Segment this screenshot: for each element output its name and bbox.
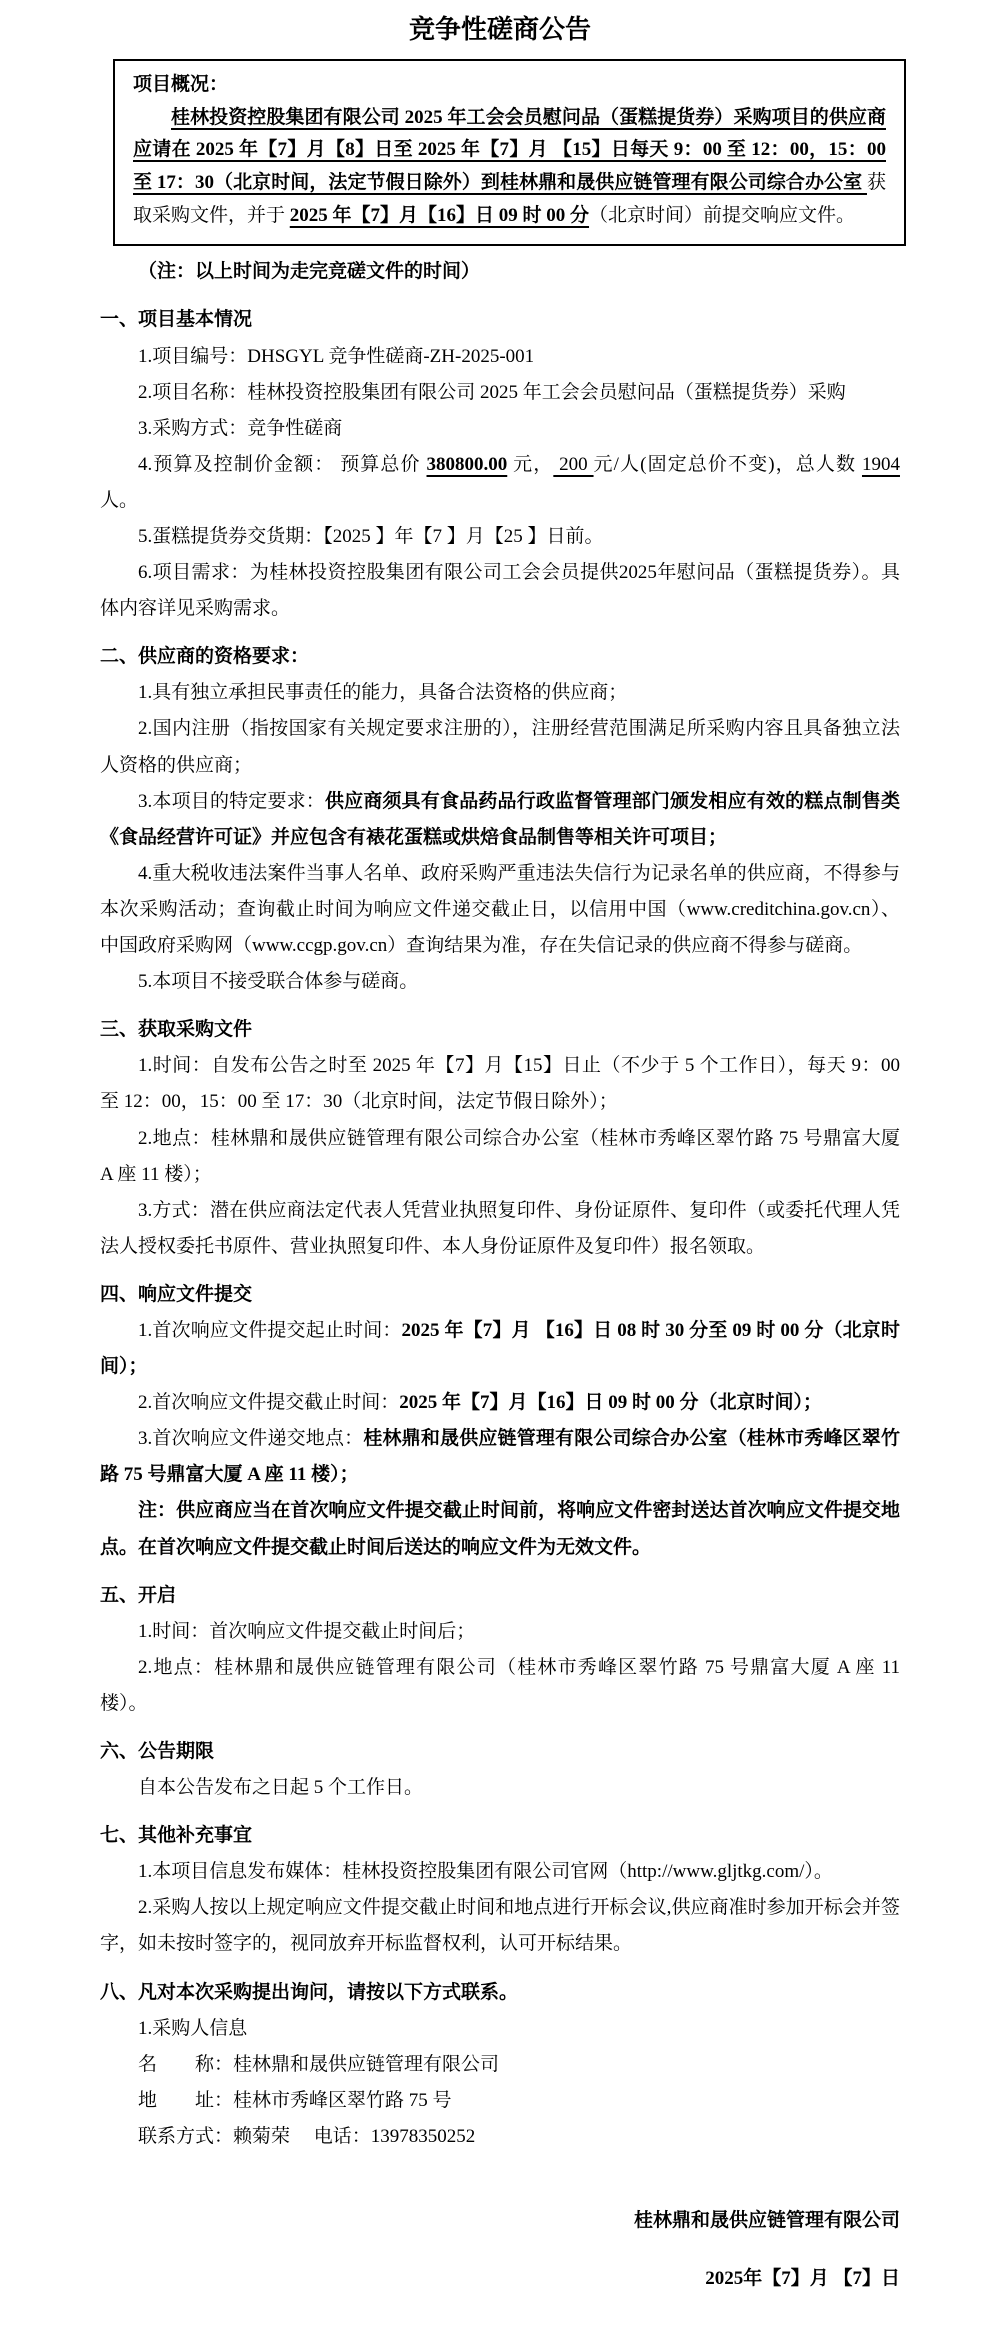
issuer-name: 桂林鼎和晟供应链管理有限公司 <box>633 2210 900 2232</box>
text-segment: 2.国内注册（指按国家有关规定要求注册的），注册经营范围满足所采购内容且具备独立法人资格的供应商； <box>100 718 900 776</box>
text-segment: 2.项目名称：桂林投资控股集团有限公司 2025 年工会会员慰问品（蛋糕提货券）采购 <box>138 381 846 403</box>
section-heading: 一、项目基本情况 <box>100 309 253 331</box>
text-segment: 5.蛋糕提货券交货期：【2025 】年【7 】月【25 】日前。 <box>138 526 604 548</box>
paragraph <box>100 411 900 447</box>
paragraph <box>100 2083 900 2119</box>
paragraph <box>100 1193 900 1265</box>
text-segment: 2.地点：桂林鼎和晟供应链管理有限公司（桂林市秀峰区翠竹路 75 号鼎富大厦 A 座 11 楼）。 <box>100 1656 900 1714</box>
text-segment: 1.时间：首次响应文件提交截止时间后； <box>138 1620 476 1642</box>
text-segment: 4.预算及控制价金额： 预算总价 <box>138 453 427 475</box>
paragraph <box>100 375 900 411</box>
paragraph <box>100 711 900 783</box>
text-segment: 3.首次响应文件递交地点： <box>138 1428 364 1450</box>
text-segment: 1.采购人信息 <box>138 2017 248 2039</box>
paragraph <box>100 1385 900 1421</box>
text-segment: 3.方式：潜在供应商法定代表人凭营业执照复印件、身份证原件、复印件（或委托代理人凭法人授权委托书原件、营业执照复印件、本人身份证原件及复印件）报名领取。 <box>100 1199 900 1257</box>
paragraph <box>100 339 900 375</box>
paragraph <box>100 964 900 1000</box>
paragraph <box>100 519 900 555</box>
section-heading: 七、其他补充事宜 <box>100 1825 253 1847</box>
text-segment: 联系方式：赖菊荣 电话：13978350252 <box>138 2125 476 2147</box>
text-segment: 6.项目需求：为桂林投资控股集团有限公司工会会员提供2025年慰问品（蛋糕提货券）。具体内容详见采购需求。 <box>100 562 900 620</box>
overview-paragraph <box>133 102 886 233</box>
text-segment: 1904 <box>861 453 900 475</box>
section-heading: 四、响应文件提交 <box>100 1283 253 1305</box>
project-overview-box <box>113 59 906 246</box>
text-segment: 1.首次响应文件提交起止时间： <box>138 1319 402 1341</box>
paragraph <box>100 1313 900 1385</box>
section-heading: 六、公告期限 <box>100 1741 215 1763</box>
paragraph <box>100 1421 900 1493</box>
text-segment: 1.时间：自发布公告之时至 2025 年【7】月【15】日止（不少于 5 个工作日），每天 9：00 至 12：00，15：00 至 17：30（北京时间，法定节假日除外）； <box>100 1055 900 1113</box>
text-segment: 2025 年【7】月 【16】日 08 时 30 分至 09 时 00 分（北京时间）； <box>100 1319 900 1378</box>
text-segment: 人。 <box>100 489 139 511</box>
section-heading: 三、获取采购文件 <box>100 1019 253 1041</box>
paragraph <box>100 1048 900 1120</box>
section-heading: 五、开启 <box>100 1584 177 1606</box>
text-segment: 元/人(固定总价不变)，总人数 <box>593 453 862 475</box>
page-title: 竞争性磋商公告 <box>408 15 591 44</box>
text-segment: 2025 年【7】月【16】日 09 时 00 分 <box>289 204 590 226</box>
text-segment: 200 <box>553 453 594 475</box>
paragraph <box>100 1614 900 1650</box>
section-heading: 八、凡对本次采购提出询问，请按以下方式联系。 <box>100 1981 519 2003</box>
paragraph <box>100 856 900 964</box>
issue-date: 2025年【7】月 【7】日 <box>705 2268 900 2290</box>
text-segment: 供应商须具有食品药品行政监督管理部门颁发相应有效的糕点制售类《食品经营许可证》并应包含有裱花蛋糕或烘焙食品制售等相关许可项目； <box>100 790 900 848</box>
paragraph <box>100 2119 900 2155</box>
section-heading: 二、供应商的资格要求： <box>100 646 310 668</box>
text-segment: 1.项目编号：DHSGYL 竞争性磋商-ZH-2025-001 <box>138 345 535 367</box>
text-segment: 桂林投资控股集团有限公司 2025 年工会会员慰问品（蛋糕提货券）采购项目的供应商应请在 2025 年【7】月【8】日至 2025 年【7】月 【15】日每天 9：00 至 12：00，15：00 至 17：30（北京时间，法定节假日除外）到桂林鼎和晟供应链管理有限公司综合办公室 <box>133 106 886 194</box>
text-segment: 注：供应商应当在首次响应文件提交截止时间前，将响应文件密封送达首次响应文件提交地点。在首次响应文件提交截止时间后送达的响应文件为无效文件。 <box>100 1500 900 1558</box>
paragraph <box>100 675 900 711</box>
paragraph <box>100 447 900 519</box>
text-segment: 1.本项目信息发布媒体：桂林投资控股集团有限公司官网（http://www.gljtkg.com/）。 <box>138 1861 833 1883</box>
text-segment: 元， <box>507 453 554 475</box>
paragraph <box>100 2047 900 2083</box>
paragraph <box>100 1650 900 1722</box>
paragraph <box>100 1770 900 1806</box>
paragraph <box>100 1854 900 1890</box>
text-segment: 4.重大税收违法案件当事人名单、政府采购严重违法失信行为记录名单的供应商，不得参与本次采购活动；查询截止时间为响应文件递交截止日，以信用中国（www.creditchina.gov.cn）、中国政府采购网（www.ccgp.gov.cn）查询结果为准，存在失信记录的供应商不得参与磋商。 <box>100 862 900 957</box>
text-segment: 3.采购方式：竞争性磋商 <box>138 417 343 439</box>
text-segment: 2.地点：桂林鼎和晟供应链管理有限公司综合办公室（桂林市秀峰区翠竹路 75 号鼎富大厦 A 座 11 楼）； <box>100 1127 900 1185</box>
text-segment: 2.首次响应文件提交截止时间： <box>138 1392 400 1414</box>
paragraph <box>100 555 900 627</box>
text-segment: 3.本项目的特定要求： <box>138 790 325 812</box>
overview-label: 项目概况： <box>133 74 229 95</box>
paragraph <box>100 784 900 856</box>
text-segment: 获取采购文件，并于 <box>133 172 886 226</box>
paragraph <box>100 1493 900 1565</box>
document-sections <box>100 302 900 2155</box>
text-segment: （北京时间）前提交响应文件。 <box>589 204 856 226</box>
text-segment: 自本公告发布之日起 5 个工作日。 <box>138 1777 424 1799</box>
paragraph <box>100 1890 900 1962</box>
text-segment: 地 址：桂林市秀峰区翠竹路 75 号 <box>138 2089 452 2111</box>
text-segment: 380800.00 <box>426 453 508 475</box>
text-segment: 2.采购人按以上规定响应文件提交截止时间和地点进行开标会议,供应商准时参加开标会并签字，如未按时签字的，视同放弃开标监督权利，认可开标结果。 <box>100 1897 900 1955</box>
text-segment: 名 称：桂林鼎和晟供应链管理有限公司 <box>138 2053 500 2075</box>
text-segment: 1.具有独立承担民事责任的能力，具备合法资格的供应商； <box>138 682 628 704</box>
paragraph <box>100 2011 900 2047</box>
time-note: （注：以上时间为走完竞磋文件的时间） <box>138 261 481 283</box>
document-footer <box>100 2203 900 2297</box>
text-segment: 桂林鼎和晟供应链管理有限公司综合办公室（桂林市秀峰区翠竹路 75 号鼎富大厦 A 座 11 楼）； <box>100 1428 900 1486</box>
text-segment: 5.本项目不接受联合体参与磋商。 <box>138 971 419 993</box>
paragraph <box>100 1121 900 1193</box>
text-segment: 2025 年【7】月【16】日 09 时 00 分（北京时间）； <box>399 1392 823 1414</box>
